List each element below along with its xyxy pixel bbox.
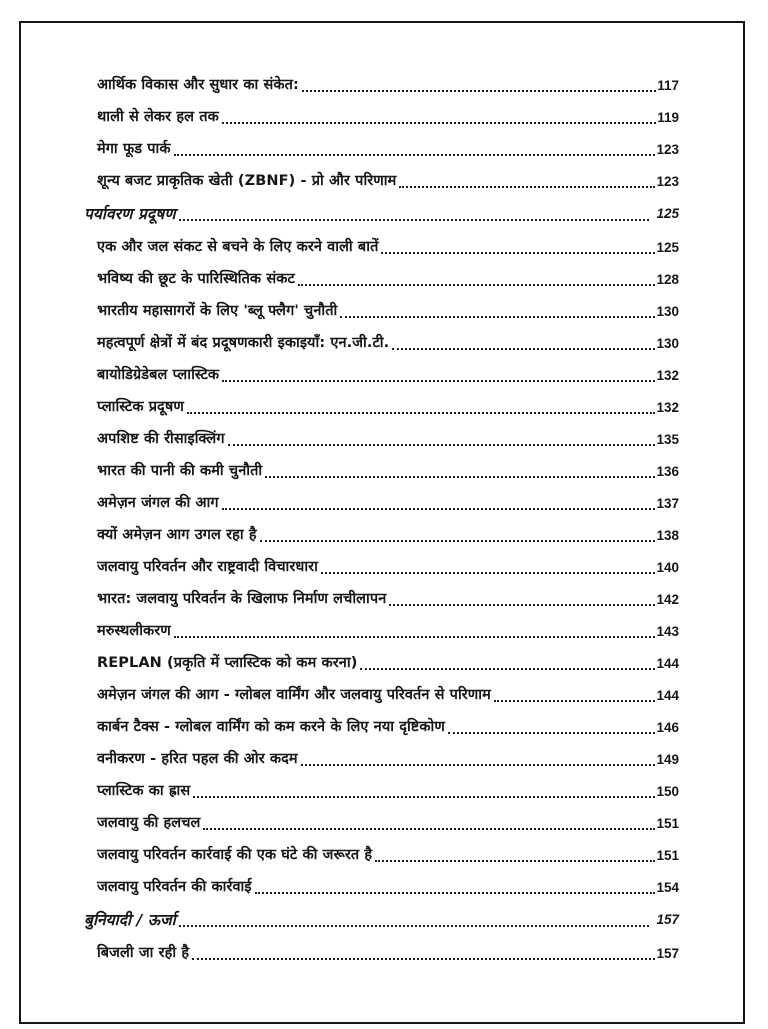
dot-leader	[448, 732, 656, 734]
toc-entry-row	[84, 717, 679, 738]
toc-entry-row	[84, 653, 679, 674]
dot-leader	[192, 958, 655, 960]
toc-entry-label: जलवायु परिवर्तन और राष्ट्रवादी विचारधारा	[97, 559, 318, 575]
toc-entry-label: जलवायु की हलचल	[97, 815, 201, 831]
page-number: 157	[656, 912, 679, 927]
page-number: 125	[656, 240, 679, 255]
dot-leader	[265, 476, 655, 478]
page-number: 138	[656, 528, 679, 543]
toc-entry-row	[84, 269, 679, 290]
dot-leader	[302, 90, 656, 92]
dot-leader	[321, 572, 656, 574]
dot-leader	[301, 764, 656, 766]
page-number: 142	[656, 592, 679, 607]
dot-leader	[174, 154, 656, 156]
page-number: 150	[656, 784, 679, 799]
toc-entry-row	[84, 621, 679, 642]
dot-leader	[260, 540, 656, 542]
toc-entry-row	[84, 781, 679, 802]
dot-leader	[381, 252, 655, 254]
dot-leader	[179, 925, 650, 927]
toc-entry-row	[84, 75, 679, 96]
dot-leader	[375, 860, 655, 862]
dot-leader	[389, 604, 655, 606]
page-number: 137	[656, 496, 679, 511]
toc-entry-label: मरुस्थलीकरण	[97, 623, 171, 639]
page-number: 130	[656, 304, 679, 319]
dot-leader	[399, 186, 655, 188]
dot-leader	[222, 508, 656, 510]
page-number: 132	[656, 368, 679, 383]
toc-entry-row	[84, 429, 679, 450]
dot-leader	[255, 892, 656, 894]
toc-section-label: बुनियादी / ऊर्जा	[84, 911, 176, 929]
page-number: 123	[656, 142, 679, 157]
toc-entry-row	[84, 685, 679, 706]
toc-entry-label: कार्बन टैक्स - ग्लोबल वार्मिंग को कम करने के लिए नया दृष्टिकोण	[97, 719, 445, 735]
page-number: 151	[656, 816, 679, 831]
page-number: 128	[656, 272, 679, 287]
page-number: 149	[656, 752, 679, 767]
dot-leader	[222, 122, 656, 124]
toc-section-row	[84, 909, 679, 931]
toc-entry-row	[84, 943, 679, 964]
toc-entry-label: शून्य बजट प्राकृतिक खेती (ZBNF) - प्रो और परिणाम	[97, 173, 397, 189]
toc-entry-label: बायोडिग्रेडेबल प्लास्टिक	[97, 367, 220, 383]
toc-entry-row	[84, 301, 679, 322]
toc-entry-row	[84, 845, 679, 866]
page-number: 123	[656, 174, 679, 189]
toc-entry-row	[84, 333, 679, 354]
page-number: 132	[656, 400, 679, 415]
dot-leader	[203, 828, 655, 830]
dot-leader	[340, 316, 655, 318]
dot-leader	[228, 444, 656, 446]
table-of-contents	[21, 23, 743, 964]
toc-entry-label: जलवायु परिवर्तन कार्रवाई की एक घंटे की जरूरत है	[97, 847, 373, 863]
toc-entry-label: प्लास्टिक प्रदूषण	[97, 399, 184, 415]
toc-entry-label: महत्वपूर्ण क्षेत्रों में बंद प्रदूषणकारी इकाइयाँ: एन.जी.टी.	[97, 335, 390, 351]
page-number: 143	[656, 624, 679, 639]
toc-entry-label: थाली से लेकर हल तक	[97, 109, 219, 125]
toc-entry-label: वनीकरण - हरित पहल की ओर कदम	[97, 751, 298, 767]
toc-section-row	[84, 203, 679, 225]
toc-entry-label: प्लास्टिक का ह्रास	[97, 783, 191, 799]
page-frame	[19, 21, 745, 1024]
page-number: 151	[656, 848, 679, 863]
toc-entry-label: अपशिष्ट की रीसाइक्लिंग	[97, 431, 225, 447]
toc-entry-row	[84, 461, 679, 482]
toc-entry-row	[84, 237, 679, 258]
toc-entry-label: भविष्य की छूट के पारिस्थितिक संकट	[97, 271, 295, 287]
page-number: 125	[656, 206, 679, 221]
toc-entry-label: भारतीय महासागरों के लिए 'ब्लू फ्लैग' चुनौती	[97, 303, 338, 319]
dot-leader	[179, 219, 650, 221]
toc-entry-row	[84, 139, 679, 160]
toc-entry-row	[84, 397, 679, 418]
page-number: 135	[656, 432, 679, 447]
page-number: 130	[656, 336, 679, 351]
toc-entry-row	[84, 749, 679, 770]
toc-entry-row	[84, 365, 679, 386]
dot-leader	[193, 796, 655, 798]
dot-leader	[392, 348, 655, 350]
toc-entry-row	[84, 493, 679, 514]
toc-entry-label: अमेज़न जंगल की आग	[97, 495, 219, 511]
page-number: 144	[656, 656, 679, 671]
page-number: 136	[656, 464, 679, 479]
page-number: 119	[657, 110, 679, 125]
toc-entry-label: क्यों अमेज़न आग उगल रहा है	[97, 527, 257, 543]
toc-entry-label: आर्थिक विकास और सुधार का संकेत:	[97, 77, 299, 93]
dot-leader	[187, 412, 656, 414]
dot-leader	[298, 284, 656, 286]
page-number: 154	[656, 880, 679, 895]
dot-leader	[222, 380, 655, 382]
toc-entry-row	[84, 525, 679, 546]
toc-entry-label: एक और जल संकट से बचने के लिए करने वाली बातें	[97, 239, 379, 255]
page-number: 144	[656, 688, 679, 703]
toc-entry-row	[84, 171, 679, 192]
page-number: 146	[656, 720, 679, 735]
dot-leader	[174, 636, 656, 638]
toc-entry-label: मेगा फूड पार्क	[97, 141, 171, 157]
toc-entry-label: भारत: जलवायु परिवर्तन के खिलाफ निर्माण लचीलापन	[97, 591, 387, 607]
dot-leader	[494, 700, 656, 702]
toc-entry-label: बिजली जा रही है	[97, 945, 190, 961]
toc-entry-label: अमेज़न जंगल की आग - ग्लोबल वार्मिंग और जलवायु परिवर्तन से परिणाम	[97, 687, 491, 703]
toc-entry-row	[84, 877, 679, 898]
toc-entry-row	[84, 557, 679, 578]
toc-entry-label: REPLAN (प्रकृति में प्लास्टिक को कम करना)	[97, 655, 358, 671]
toc-section-label: पर्यावरण प्रदूषण	[84, 205, 176, 223]
page-number: 157	[656, 946, 679, 961]
toc-entry-label: भारत की पानी की कमी चुनौती	[97, 463, 263, 479]
page-number: 140	[656, 560, 679, 575]
toc-entry-row	[84, 813, 679, 834]
toc-entry-row	[84, 589, 679, 610]
dot-leader	[360, 668, 655, 670]
toc-entry-row	[84, 107, 679, 128]
toc-entry-label: जलवायु परिवर्तन की कार्रवाई	[97, 879, 252, 895]
page-number: 117	[657, 78, 679, 93]
